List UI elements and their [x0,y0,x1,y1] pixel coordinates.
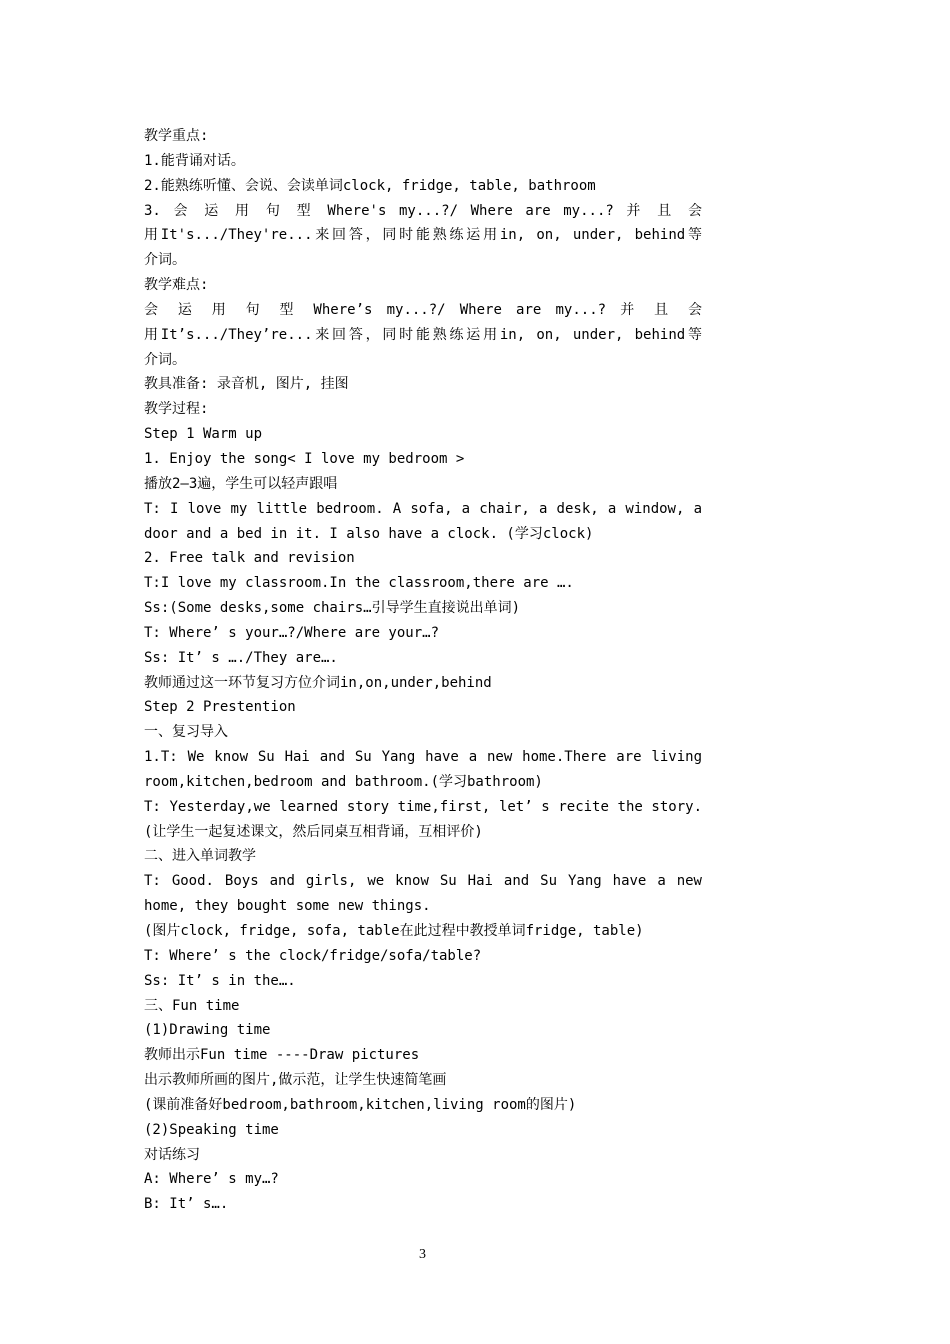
text-line: 对话练习 [144,1146,200,1163]
text-line: Ss:(Some desks,some chairs…引导学生直接说出单词) [144,600,521,617]
step-heading: Step 1 Warm up [144,426,263,443]
text-line: (2)Speaking time [144,1121,279,1138]
text-line: 介词。 [144,351,186,368]
text-line: 介词。 [144,252,186,269]
text-line: T: Where’ s your…?/Where are your…? [144,624,440,641]
text-line: 1. Enjoy the song< I love my bedroom > [144,450,465,467]
text-line: 1.能背诵对话。 [144,152,245,169]
text-line: 用It’s.../They’re...来回答，同时能熟练运用in, on, under, behind等 [144,326,702,343]
text-line: T: Good. Boys and girls, we know Su Hai and Su Yang have a new [144,873,702,890]
step-heading: Step 2 Prestention [144,699,296,716]
text-line: T: I love my little bedroom. A sofa, a chair, a desk, a window, a [144,500,702,517]
text-line: 2.能熟练听懂、会说、会读单词clock, fridge, table, bathroom [144,177,596,194]
text-line: (让学生一起复述课文，然后同桌互相背诵，互相评价) [144,823,483,840]
page-number: 3 [419,1247,426,1262]
heading-key-points: 教学重点: [144,128,209,144]
text-line: A: Where’ s my…? [144,1171,279,1188]
section-heading: 一、复习导入 [144,724,228,741]
text-line: Ss: It’ s …./They are…. [144,649,338,666]
text-line: (1)Drawing time [144,1022,271,1039]
text-line: room,kitchen,bedroom and bathroom.(学习bathroom) [144,773,543,790]
text-line: T: Yesterday,we learned story time,first, let’ s recite the story. [144,798,702,815]
text-line: 2. Free talk and revision [144,550,355,567]
text-line: 3. 会 运 用 句 型 Where's my...?/ Where are my...? 并 且 会 [144,202,702,219]
text-line: 出示教师所画的图片,做示范，让学生快速简笔画 [144,1072,447,1089]
text-line: T: Where’ s the clock/fridge/sofa/table? [144,947,482,964]
text-line: 1.T: We know Su Hai and Su Yang have a new home.There are living [144,749,702,766]
text-line: 教师出示Fun time ----Draw pictures [144,1047,420,1064]
text-line: 教师通过这一环节复习方位介词in,on,under,behind [144,674,492,691]
text-line: B: It’ s…. [144,1196,229,1213]
text-line: 用It's.../They're...来回答，同时能熟练运用in, on, under, behind等 [144,227,702,244]
text-line: home, they bought some new things. [144,898,431,915]
text-line: 会 运 用 句 型 Where’s my...?/ Where are my...? 并 且 会 [144,301,702,318]
text-line: door and a bed in it. I also have a clock. (学习clock) [144,525,594,542]
heading-teaching-process: 教学过程: [144,401,209,418]
text-line: (图片clock, fridge, sofa, table在此过程中教授单词fridge, table) [144,923,644,939]
text-line: Ss: It’ s in the…. [144,972,296,989]
text-line: T:I love my classroom.In the classroom,there are …. [144,575,574,592]
text-line: 播放2—3遍，学生可以轻声跟唱 [144,475,338,492]
text-line: (课前准备好bedroom,bathroom,kitchen,living room的图片) [144,1096,577,1113]
heading-teaching-aids: 教具准备: 录音机, 图片, 挂图 [144,376,349,393]
section-heading: 二、进入单词教学 [144,848,256,865]
section-heading: 三、Fun time [144,997,240,1014]
document-body [144,124,702,1217]
heading-difficulties: 教学难点: [144,277,209,294]
